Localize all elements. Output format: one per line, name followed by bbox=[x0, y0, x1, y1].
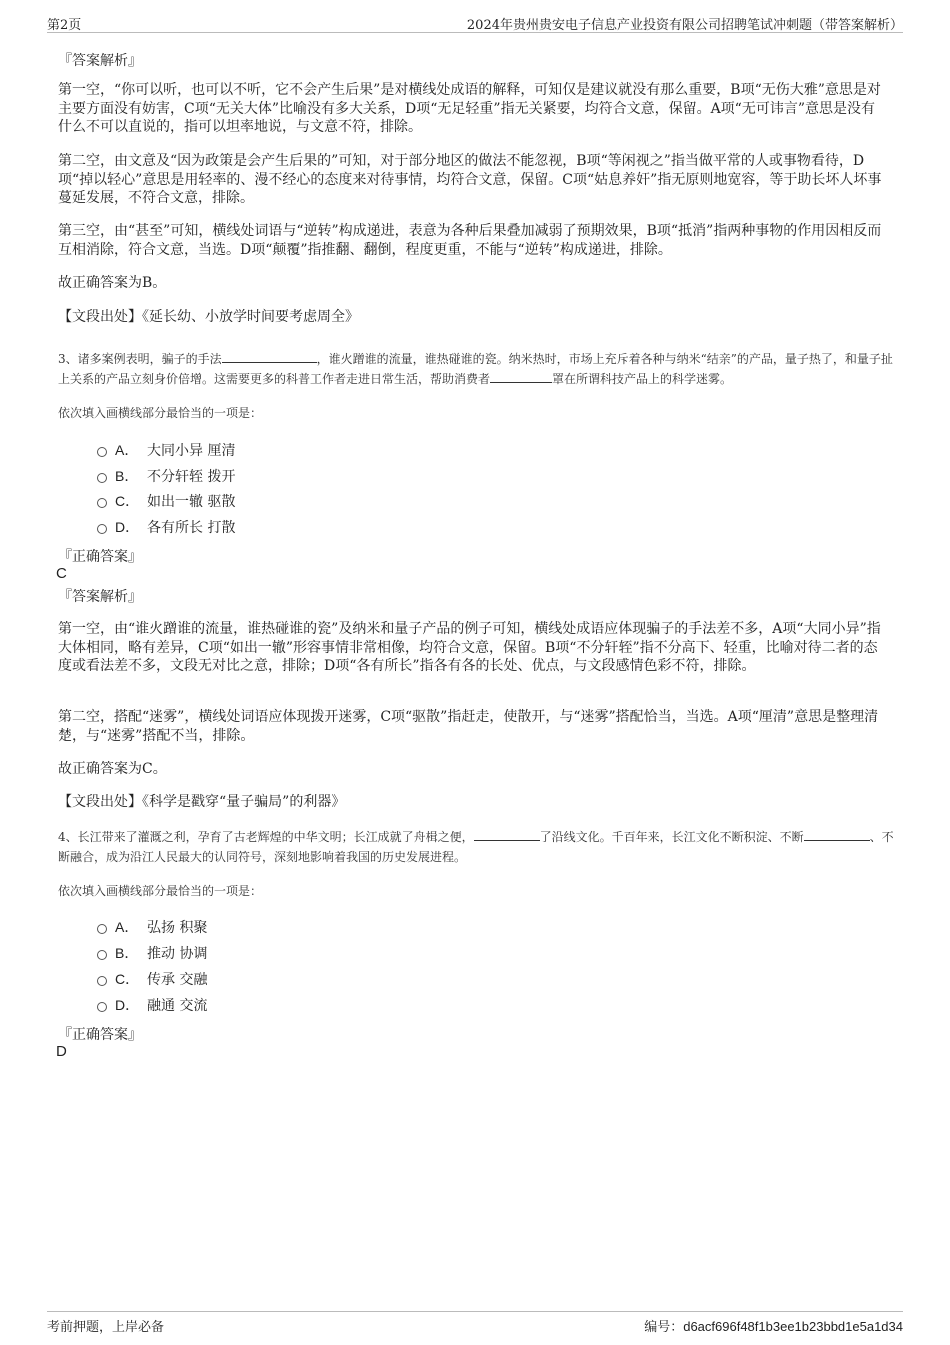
stem-text: 了沿线文化。千百年来，长江文化不断积淀、不断 bbox=[539, 830, 804, 844]
source-citation: 【文段出处】《延长幼、小放学时间要考虑周全》 bbox=[58, 309, 359, 325]
option-letter: D． bbox=[115, 519, 140, 535]
fill-blank bbox=[490, 370, 552, 383]
question-stem bbox=[58, 827, 903, 867]
document-id-value: d6acf696f48f1b3ee1b23bbd1e5a1d34 bbox=[683, 1319, 903, 1334]
page-footer bbox=[47, 1311, 903, 1336]
option-text: 不分轩轾 拨开 bbox=[147, 469, 236, 485]
document-id-label: 编号： bbox=[644, 1320, 684, 1335]
analysis-paragraph: 第一空，由“谁火蹭谁的流量，谁热碰谁的瓷”及纳米和量子产品的例子可知，横线处成语应体现骗子的手法差不多，A项“大同小异”指大体相同，略有差异，C项“如出一辙”形容事情非常相像，均符合文意，保留。B项“不分轩轾”指不分高下、轻重，比喻对待二者的态度或看法差不多，文段无对比之意，排除；D项“各有所长”指各有各的长处、优点，与文段感情色彩不符，排除。 bbox=[58, 621, 881, 674]
analysis-paragraph: 第一空，“你可以听，也可以不听，它不会产生后果”是对横线处成语的解释，可知仅是建议就没有那么重要，B项“无伤大雅”意思是对主要方面没有妨害，C项“无关大体”比喻没有多大关系，D项“无足轻重”指无关紧要，均符合文意，保留。A项“无可讳言”意思是没有什么不可以直说的，指可以坦率地说，与文意不符，排除。 bbox=[58, 82, 881, 135]
fill-blank bbox=[804, 828, 870, 841]
stem-text: 了，和量子扯上关系的产品立刻身价倍增。这需要更多的科普工作者走进日常生活，帮助消费者 bbox=[58, 352, 893, 386]
option-a[interactable] bbox=[97, 917, 207, 937]
option-d[interactable] bbox=[97, 517, 235, 537]
stem-text: ，谁火蹭谁的流量，谁热碰谁的瓷。纳米热时，市场上充斥着各种与纳米“结亲”的产品，量子热 bbox=[316, 352, 821, 366]
option-c[interactable] bbox=[97, 969, 207, 989]
radio-button[interactable] bbox=[97, 1002, 107, 1012]
analysis-paragraph: 第二空，由文意及“因为政策是会产生后果的”可知，对于部分地区的做法不能忽视，B项“等闲视之”指当做平常的人或事物看待，D项“掉以轻心”意思是用轻率的、漫不经心的态度来对待事情，均符合文意，保留。C项“姑息养奸”指无原则地宽容，等于助长坏人坏事蔓延发展，不符合文意，排除。 bbox=[58, 153, 882, 206]
option-text: 各有所长 打散 bbox=[147, 520, 236, 536]
page-number: 第2页 bbox=[47, 18, 82, 33]
option-letter: A． bbox=[115, 442, 139, 458]
radio-button[interactable] bbox=[97, 924, 107, 934]
fill-blank bbox=[222, 350, 317, 363]
option-letter: A． bbox=[115, 919, 139, 935]
answer-heading: 『正确答案』 bbox=[58, 549, 142, 565]
analysis-paragraph: 第三空，由“甚至”可知，横线处词语与“逆转”构成递进，表意为各种后果叠加减弱了预期效果，B项“抵消”指两种事物的作用因相反而互相消除，符合文意，当选。D项“颠覆”指推翻、翻倒，程度更重，不能与“逆转”构成递进，排除。 bbox=[58, 223, 882, 258]
radio-button[interactable] bbox=[97, 524, 107, 534]
correct-answer: C bbox=[56, 565, 67, 582]
page-header bbox=[47, 10, 903, 33]
radio-button[interactable] bbox=[97, 473, 107, 483]
option-text: 推动 协调 bbox=[147, 946, 208, 962]
question-stem bbox=[58, 349, 903, 389]
option-d[interactable] bbox=[97, 995, 207, 1015]
question-prompt: 依次填入画横线部分最恰当的一项是： bbox=[58, 884, 263, 898]
correct-answer: D bbox=[56, 1043, 67, 1060]
source-citation: 【文段出处】《科学是戳穿“量子骗局”的利器》 bbox=[58, 794, 346, 810]
option-b[interactable] bbox=[97, 466, 235, 486]
option-letter: D． bbox=[115, 997, 140, 1013]
analysis-conclusion: 故正确答案为C。 bbox=[58, 761, 167, 777]
question-prompt: 依次填入画横线部分最恰当的一项是： bbox=[58, 406, 263, 420]
document-title: 2024年贵州贵安电子信息产业投资有限公司招聘笔试冲刺题（带答案解析） bbox=[466, 18, 903, 33]
option-text: 如出一辙 驱散 bbox=[147, 494, 236, 510]
option-letter: C． bbox=[115, 493, 140, 509]
option-b[interactable] bbox=[97, 943, 207, 963]
radio-button[interactable] bbox=[97, 498, 107, 508]
radio-button[interactable] bbox=[97, 976, 107, 986]
option-text: 传承 交融 bbox=[147, 972, 208, 988]
option-text: 弘扬 积聚 bbox=[147, 920, 208, 936]
option-c[interactable] bbox=[97, 491, 235, 511]
footer-slogan: 考前押题，上岸必备 bbox=[47, 1320, 165, 1335]
fill-blank bbox=[474, 828, 540, 841]
option-letter: B． bbox=[115, 945, 139, 961]
stem-text: 4、长江带来了灌溉之利，孕育了古老辉煌的中华文明；长江成就了舟楫之便， bbox=[58, 830, 474, 844]
option-letter: B． bbox=[115, 468, 139, 484]
analysis-conclusion: 故正确答案为B。 bbox=[58, 275, 167, 291]
analysis-heading: 『答案解析』 bbox=[58, 589, 142, 605]
option-text: 大同小异 厘清 bbox=[147, 443, 236, 459]
stem-text: 罩在所谓科技产品上的科学迷雾。 bbox=[552, 372, 733, 386]
radio-button[interactable] bbox=[97, 950, 107, 960]
option-letter: C． bbox=[115, 971, 140, 987]
stem-text: 3、诸多案例表明，骗子的手法 bbox=[58, 352, 222, 366]
document-id bbox=[644, 1316, 903, 1335]
answer-heading: 『正确答案』 bbox=[58, 1027, 142, 1043]
analysis-heading: 『答案解析』 bbox=[58, 53, 142, 69]
option-a[interactable] bbox=[97, 440, 235, 460]
option-text: 融通 交流 bbox=[147, 998, 208, 1014]
radio-button[interactable] bbox=[97, 447, 107, 457]
stem-text: 、不断融合，成为沿江人民最大的认同符号，深刻地影响着我国的历史发展进程。 bbox=[58, 830, 894, 864]
analysis-paragraph: 第二空，搭配“迷雾”，横线处词语应体现拨开迷雾，C项“驱散”指赶走，使散开，与“迷雾”搭配恰当，当选。A项“厘清”意思是整理清楚，与“迷雾”搭配不当，排除。 bbox=[58, 709, 879, 744]
